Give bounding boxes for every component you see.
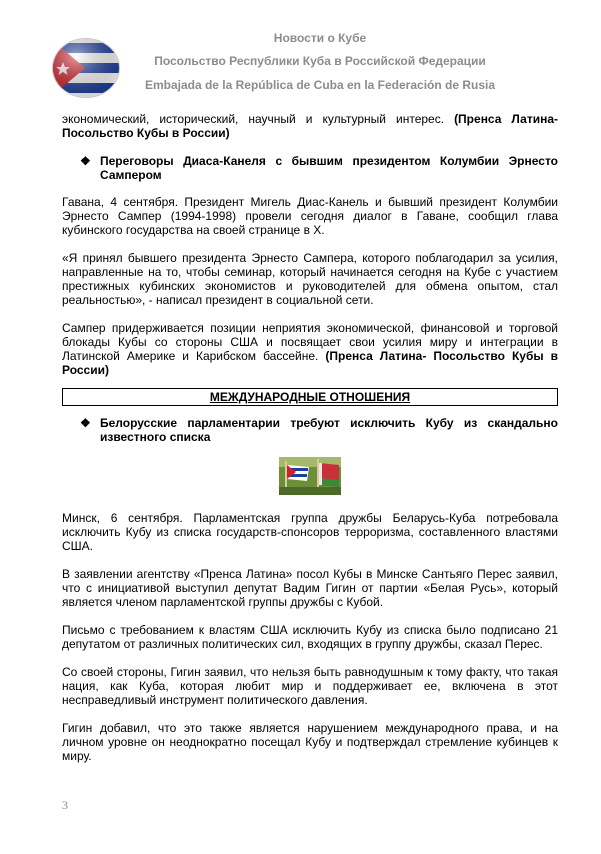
article-title: Переговоры Диаса-Канеля с бывшим президентом Колумбии Эрнесто Сампером <box>100 154 558 182</box>
article-paragraph: Гигин добавил, что это также является нарушением международного права, и на личном уровне он неоднократно посещал Кубу и подтверждал стремление кубинцев к миру. <box>62 721 558 763</box>
article-heading-diaz-canel <box>62 154 558 182</box>
header-title: Новости о Кубе <box>273 31 367 45</box>
cuba-belarus-flags-photo <box>279 457 341 495</box>
article-paragraph <box>62 321 558 377</box>
article-paragraph: Со своей стороны, Гигин заявил, что нельзя быть равнодушным к тому факту, что такая нация, как Куба, которая любит мир и поддерживает ее, включена в этот несправедливый инструмент политического давления. <box>62 665 558 707</box>
intro-source: (Пренса Латина- Посольство Кубы в России) <box>62 112 558 140</box>
header-embassy-es: Embajada de la República de Cuba en la Federación de Rusia <box>144 78 496 92</box>
page-number: 3 <box>62 798 68 812</box>
bullet-diamond-icon: ❖ <box>80 416 91 430</box>
article-text: Сампер придерживается позиции неприятия экономической, финансовой и торговой блокады Кубы со стороны США и посвящает свои усилия миру и интеграции в Латинской Америке и Карибском бассейне. <box>62 321 558 363</box>
article-heading-belarus <box>62 416 558 444</box>
article-paragraph: В заявлении агентству «Пренса Латина» посол Кубы в Минске Сантьяго Перес заявил, что с инициативой выступил депутат Вадим Гигин от партии «Белая Русь», который является членом парламентской группы дружбы с Кубой. <box>62 567 558 609</box>
section-heading: МЕЖДУНАРОДНЫЕ ОТНОШЕНИЯ <box>62 388 558 406</box>
intro-paragraph <box>62 112 558 140</box>
bullet-diamond-icon: ❖ <box>80 154 91 168</box>
header-embassy-ru: Посольство Республики Куба в Российской Федерации <box>154 54 486 68</box>
article-paragraph: Гавана, 4 сентября. Президент Мигель Диас-Канель и бывший президент Колумбии Эрнесто Сампер (1994-1998) провели сегодня диалог в Гаване, сообщил глава кубинского государства на своей странице в Х. <box>62 195 558 237</box>
page-header <box>0 0 601 104</box>
intro-text: экономический, исторический, научный и культурный интерес. <box>62 112 445 126</box>
page-content <box>62 112 558 777</box>
article-title: Белорусские парламентарии требуют исключить Кубу из скандально известного списка <box>100 416 558 444</box>
article-source: (Пренса Латина- Посольство Кубы в России) <box>62 349 558 377</box>
article-paragraph: Письмо с требованием к властям США исключить Кубу из списка было подписано 21 депутатом от различных политических сил, входящих в группу дружбы, сказал Перес. <box>62 623 558 651</box>
article-paragraph: «Я принял бывшего президента Эрнесто Сампера, которого поблагодарил за усилия, направленные на то, чтобы семинар, который начинается сегодня на Кубе с участием престижных кубинских экономистов и руководителей для обмена опытом, стал реальностью», - написал президент в социальной сети. <box>62 251 558 307</box>
article-paragraph: Минск, 6 сентября. Парламентская группа дружбы Беларусь-Куба потребовала исключить Кубу из списка государств-спонсоров терроризма, составленного властями США. <box>62 511 558 553</box>
